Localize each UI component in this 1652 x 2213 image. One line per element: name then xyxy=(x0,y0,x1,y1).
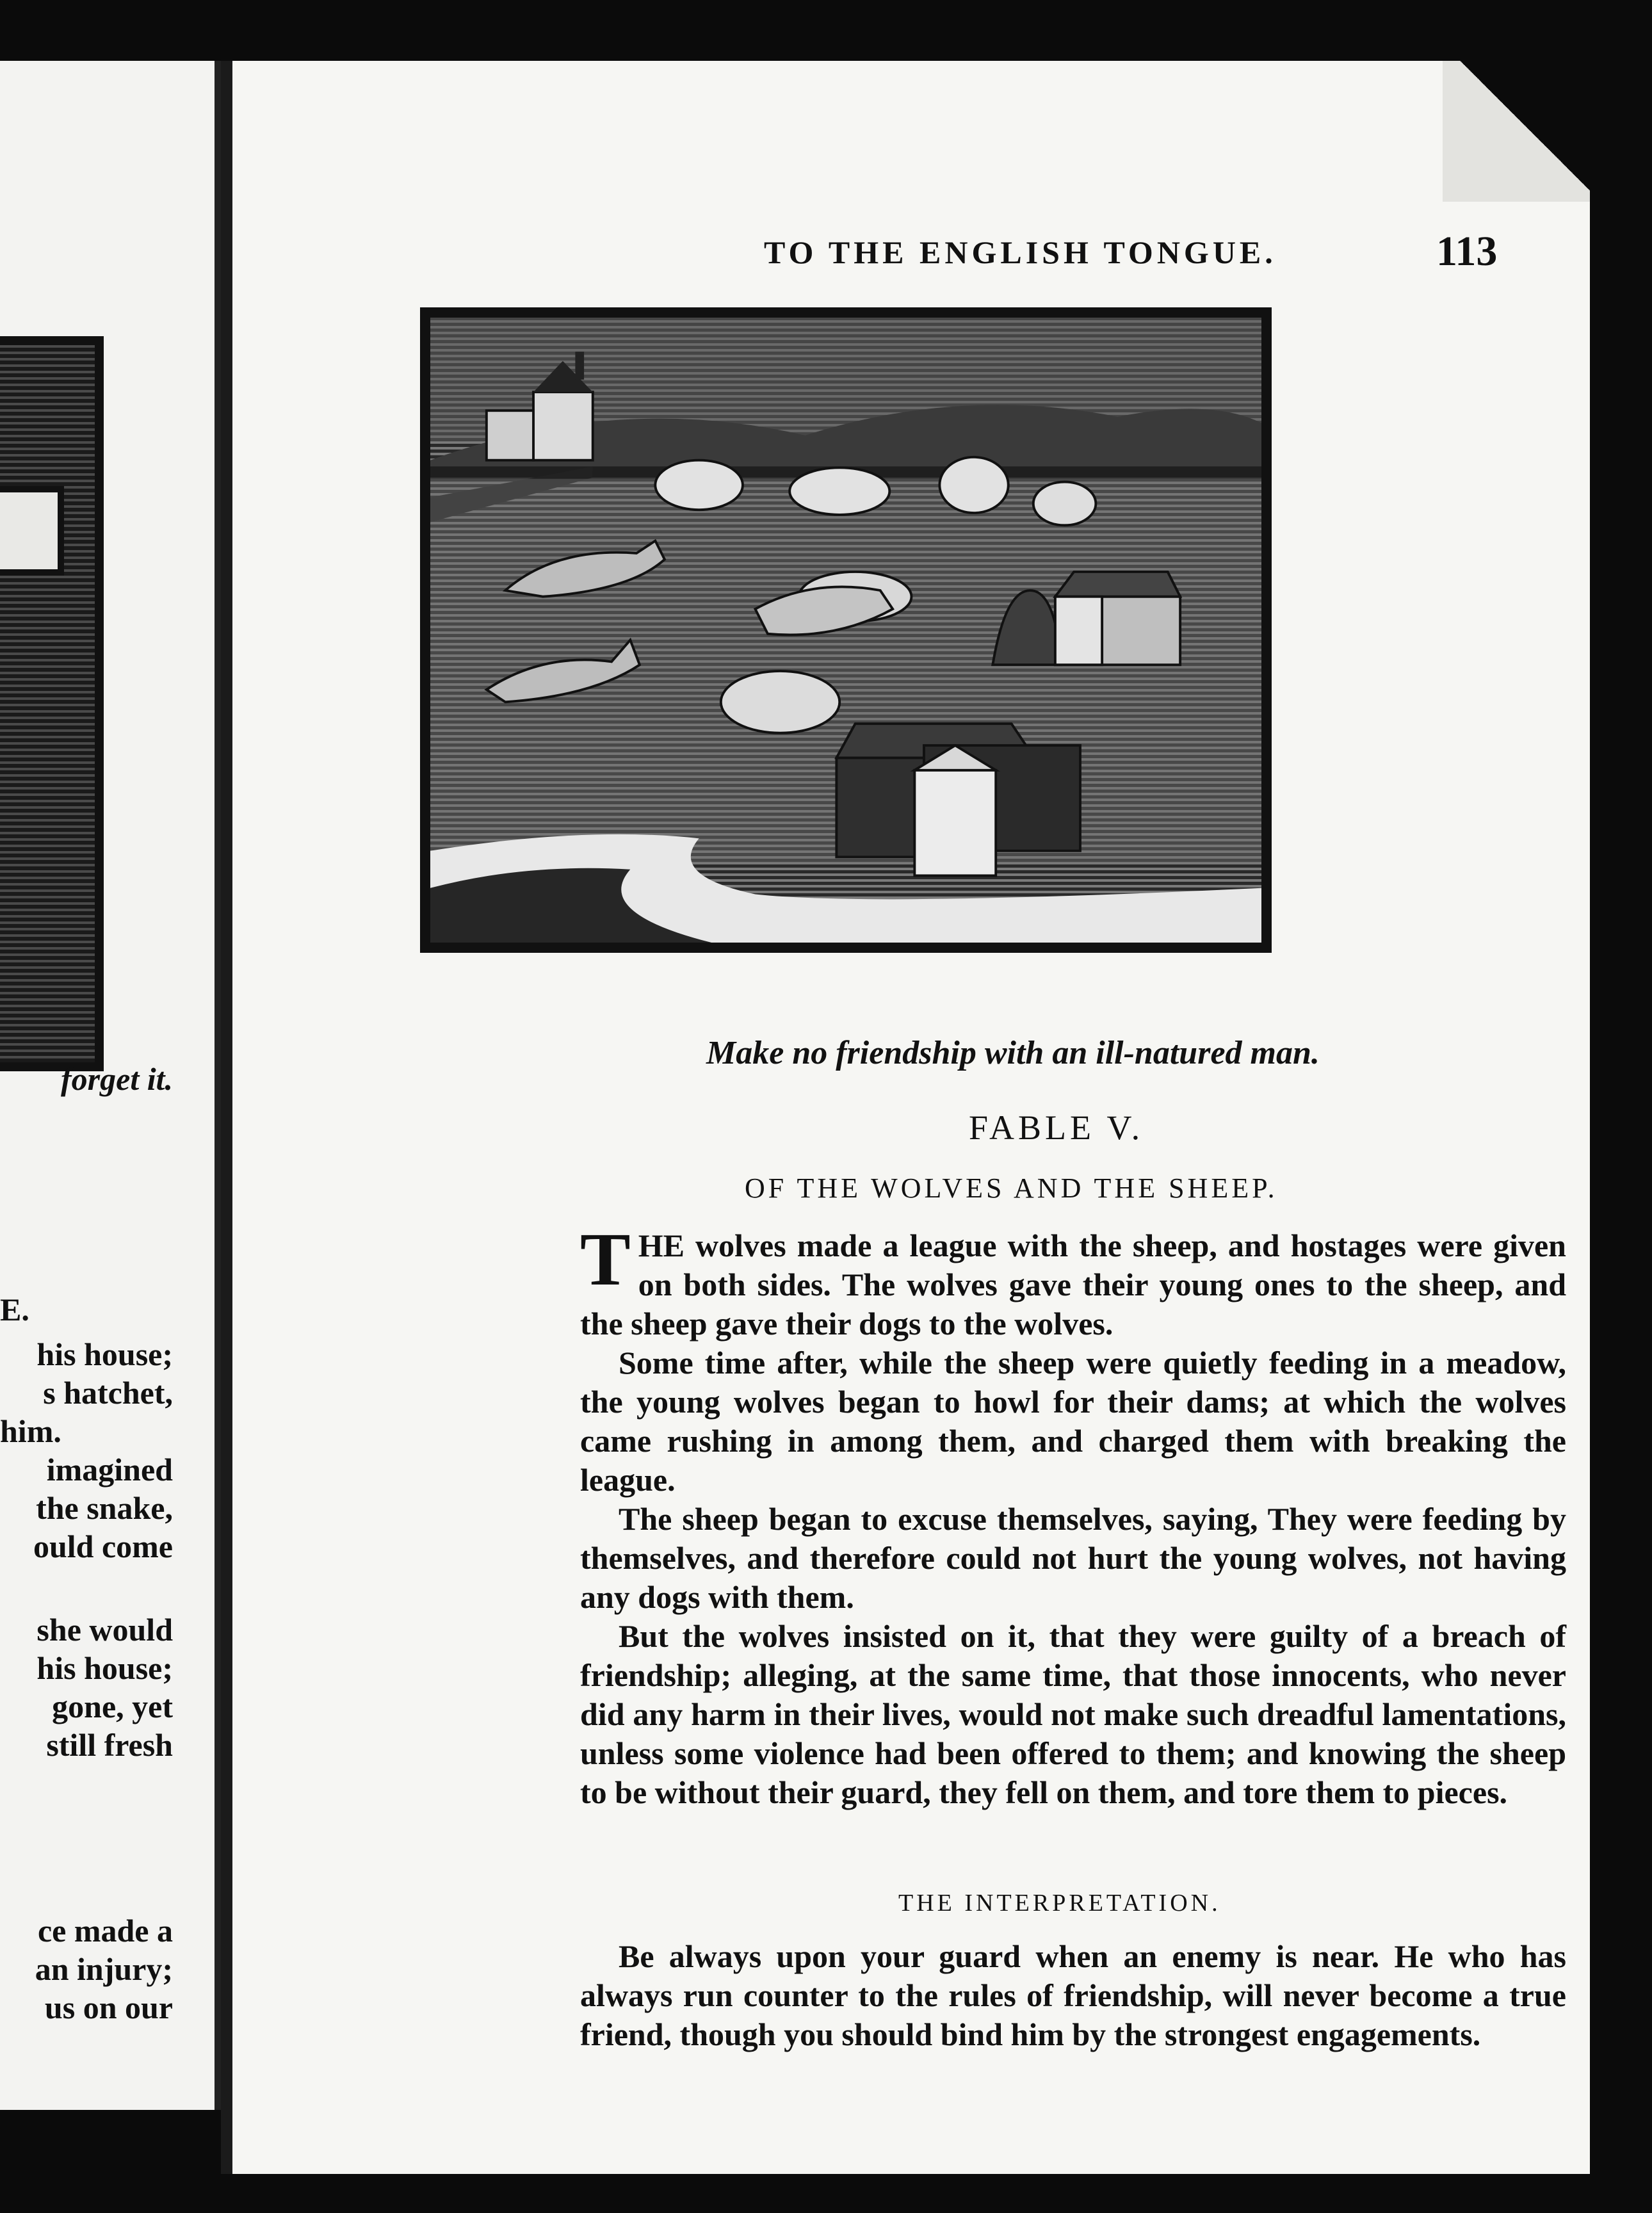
interpretation-body xyxy=(580,1937,1566,2054)
left-line: forget it. xyxy=(61,1061,173,1097)
woodcut-scene xyxy=(430,318,1261,943)
left-line: imagined xyxy=(46,1452,173,1487)
left-line: his house; xyxy=(36,1650,173,1686)
interpretation-heading: THE INTERPRETATION. xyxy=(898,1890,1221,1917)
left-line: she would xyxy=(36,1612,173,1648)
left-page-fragment xyxy=(0,61,221,2110)
fable-subtitle: OF THE WOLVES AND THE SHEEP. xyxy=(745,1172,1278,1204)
left-line: an injury; xyxy=(35,1951,173,1987)
right-page xyxy=(221,61,1590,2174)
page-number: 113 xyxy=(1436,228,1498,275)
drop-cap: T xyxy=(580,1217,631,1301)
left-line: ould come xyxy=(33,1528,173,1564)
left-line: us on our xyxy=(44,1990,173,2025)
woodcut-window xyxy=(0,486,64,576)
running-head: TO THE ENGLISH TONGUE. xyxy=(764,234,1277,270)
paragraph-text: HE wolves made a league with the sheep, and hostages were given on both sides. The wolves gave their young ones to the sheep, and the sheep gave their dogs to the wolves. xyxy=(580,1228,1566,1342)
left-line: s hatchet, xyxy=(43,1375,173,1411)
fable-body xyxy=(580,1217,1566,1812)
fable-title: FABLE V. xyxy=(969,1108,1144,1147)
illustration-caption: Make no friendship with an ill-natured man. xyxy=(706,1035,1320,1071)
woodcut-illustration-icon xyxy=(420,307,1272,953)
folded-page-corner xyxy=(1443,61,1590,202)
fable-paragraph: Some time after, while the sheep were quietly feeding in a meadow, the young wolves began to howl for their dams; at which the wolves came rushing in among them, and charged them with breaking the league. xyxy=(580,1345,1566,1498)
fable-paragraph xyxy=(580,1217,1566,1343)
left-page-woodcut xyxy=(0,336,104,1071)
interpretation-paragraph: Be always upon your guard when an enemy is near. He who has always run counter to the rules of friendship, will never become a true friend, though you should bind him by the strongest engagements. xyxy=(580,1938,1566,2052)
left-line: still fresh xyxy=(46,1727,173,1763)
left-line: gone, yet xyxy=(52,1689,173,1724)
left-line: his house; xyxy=(36,1336,173,1372)
fable-paragraph: But the wolves insisted on it, that they were guilty of a breach of friendship; alleging, at the same time, that those innocents, who never did any harm in their lives, would not make such dreadful lamentations, unless some violence had been offered to them; and knowing the sheep to be without their guard, they fell on them, and tore them to pieces. xyxy=(580,1618,1566,1810)
left-line: ce made a xyxy=(37,1913,173,1949)
left-line: him. xyxy=(0,1413,61,1449)
fable-paragraph: The sheep began to excuse themselves, saying, They were feeding by themselves, and therefore could not hurt the young wolves, not having any dogs with them. xyxy=(580,1501,1566,1615)
left-line: the snake, xyxy=(36,1490,173,1526)
left-line: E. xyxy=(0,1292,29,1327)
